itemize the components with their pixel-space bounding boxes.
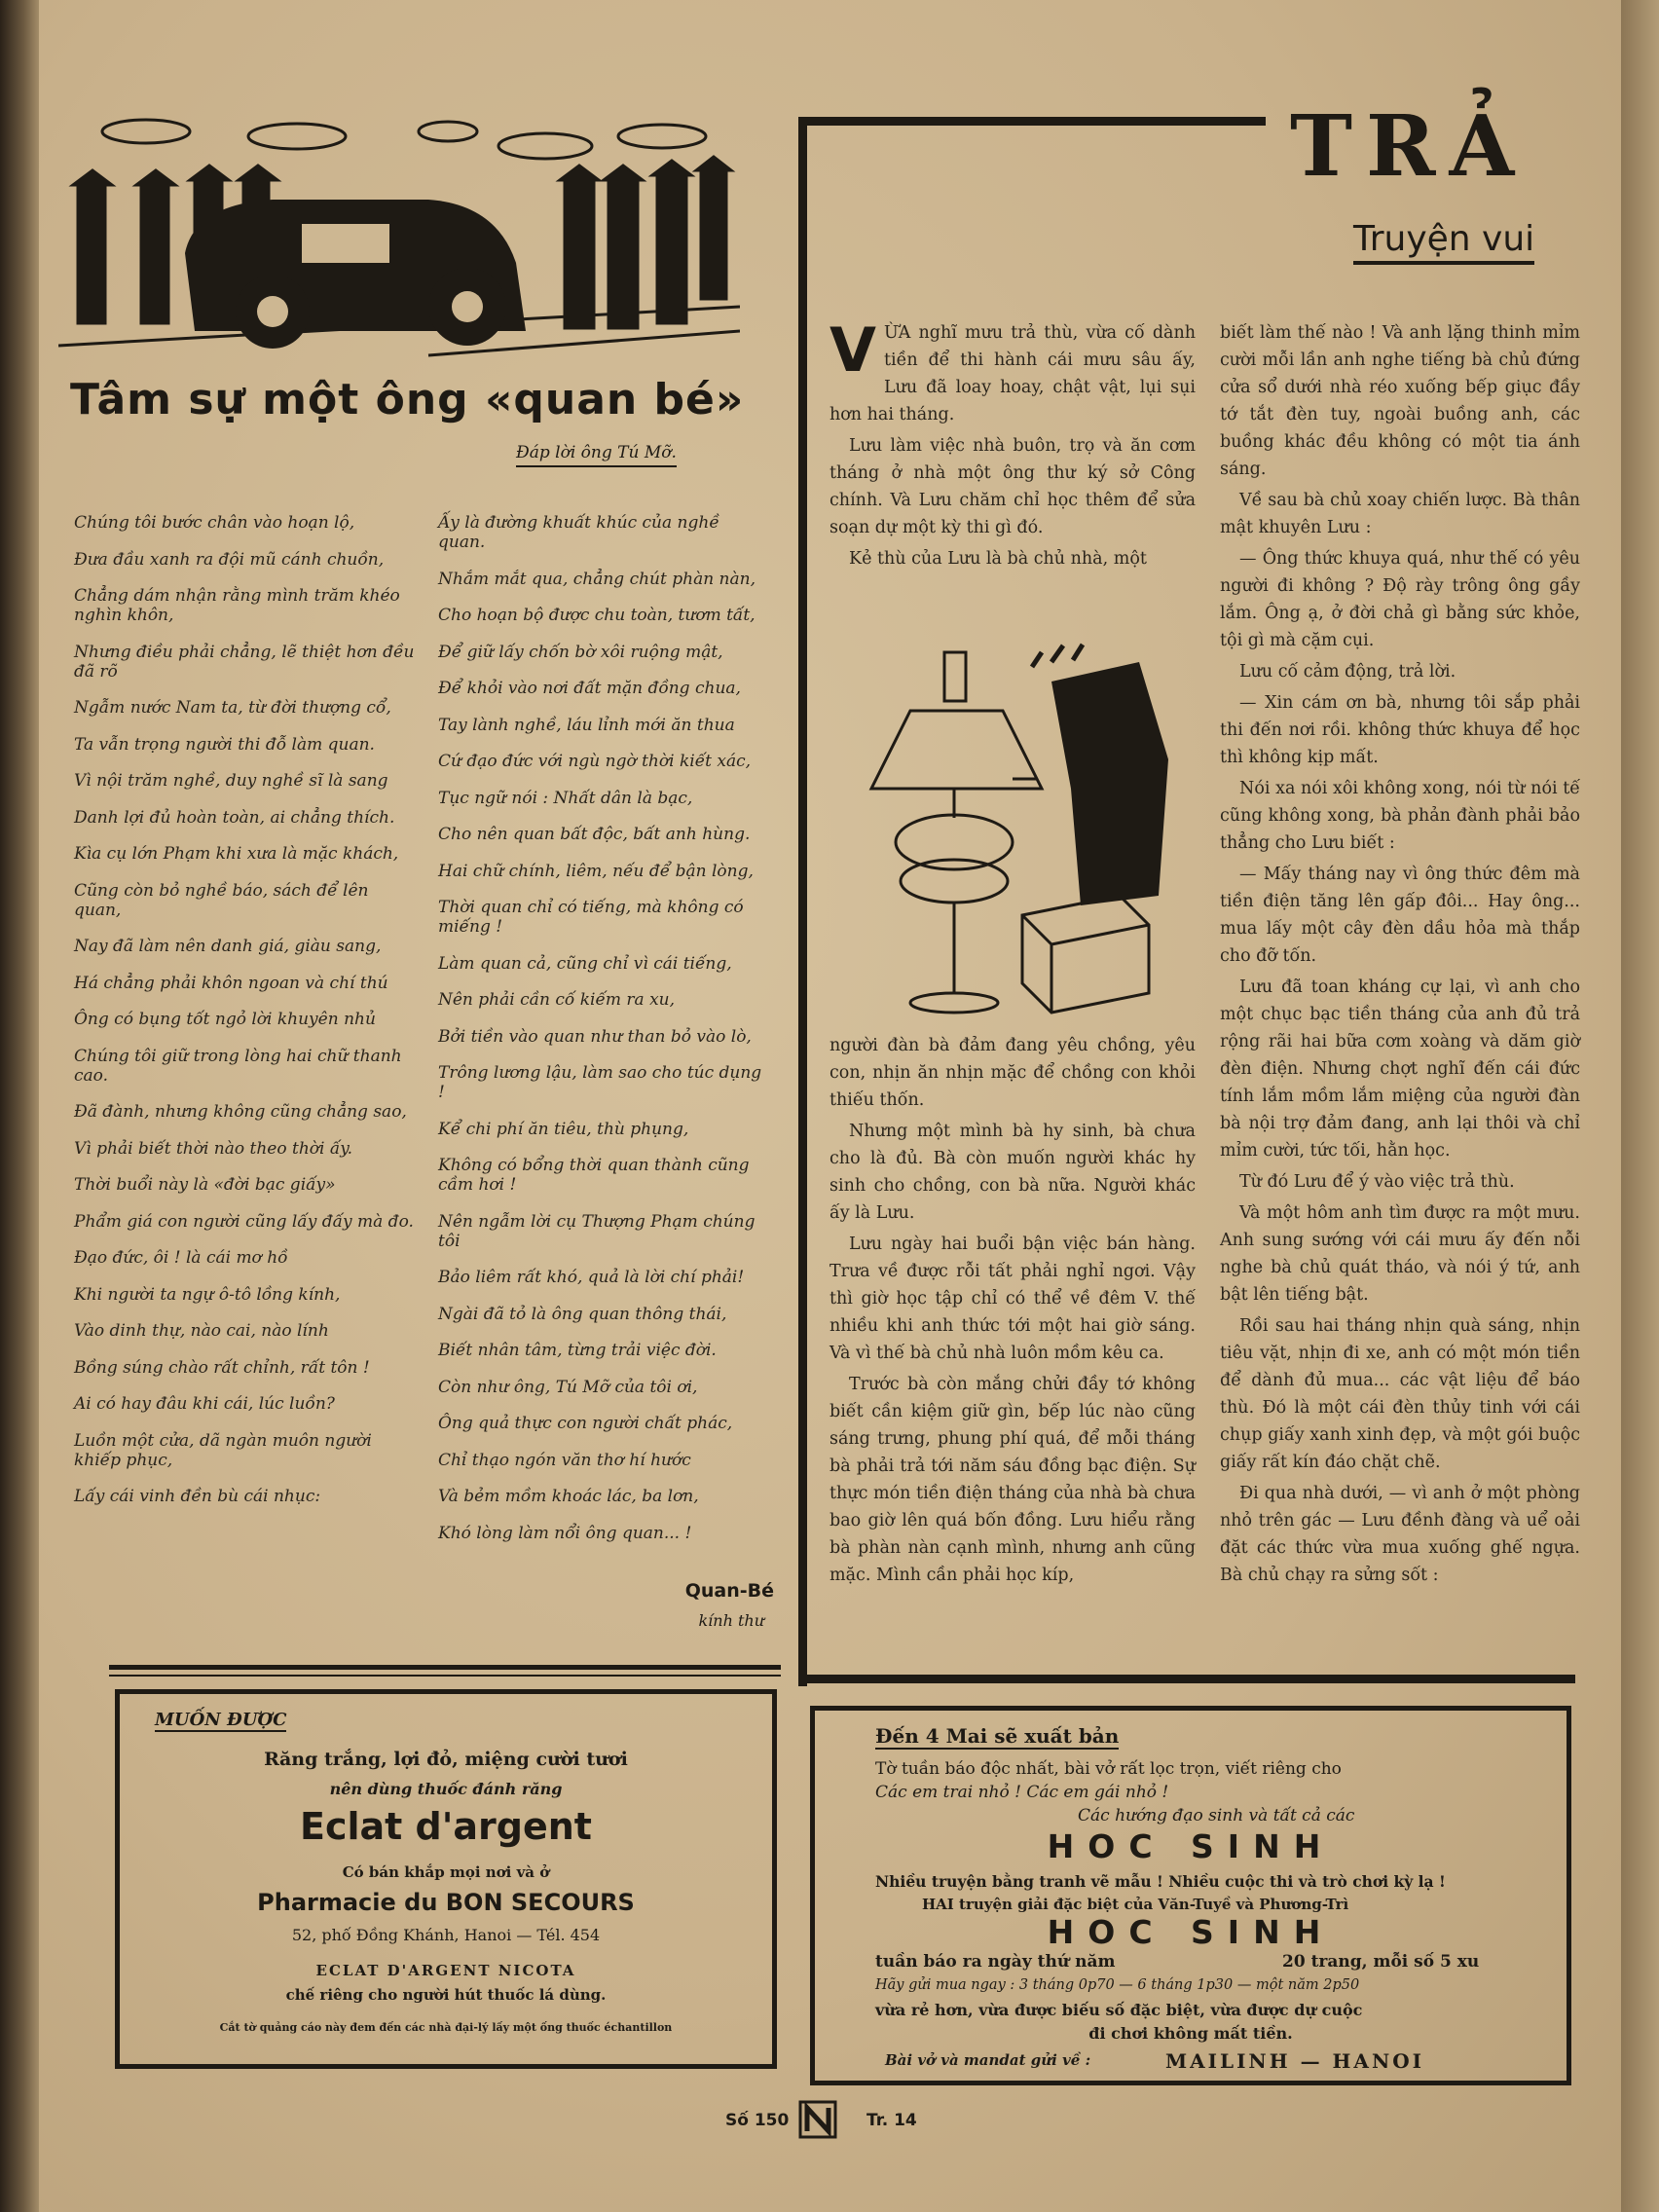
- ad-line: vừa rẻ hơn, vừa được biếu số đặc biệt, vừa được dự cuộc: [875, 2001, 1363, 2019]
- poem-line: Danh lợi đủ hoàn toàn, ai chẳng thích.: [74, 807, 395, 828]
- masthead-logo: [798, 2100, 837, 2139]
- story-paragraph: Kẻ thù của Lưu là bà chủ nhà, một: [849, 549, 1147, 569]
- ngay-nay-logo-icon: [798, 2100, 837, 2139]
- poem-line: Kể chi phí ăn tiêu, thù phụng,: [438, 1119, 689, 1139]
- poem-line: Cứ đạo đức với ngù ngờ thời kiết xác,: [438, 752, 752, 771]
- poem-title: Tâm sự một ông «quan bé»: [70, 375, 745, 424]
- poem-line: Nên phải cần cố kiếm ra xu,: [438, 990, 676, 1010]
- poem-line: Ta vẫn trọng người thi đỗ làm quan.: [74, 734, 375, 755]
- poem-line: Thời quan chỉ có tiếng, mà không có miếng !: [438, 898, 744, 937]
- poem-line: Luồn một cửa, dã ngàn muôn người khiếp phục,: [74, 1430, 372, 1470]
- story-paragraph: Từ đó Lưu để ý vào việc trả thù.: [1239, 1172, 1515, 1192]
- poem-column-2: [438, 513, 769, 1560]
- ad-line: Hãy gửi mua ngay : 3 tháng 0p70 — 6 tháng 1p30 — một năm 2p50: [875, 1977, 1360, 1993]
- story-paragraph: Lưu làm việc nhà buôn, trọ và ăn cơm tháng ở nhà một ông thư ký sở Công chính. Và Lưu chăm chỉ học thêm để sửa soạn dự một kỳ thi gì đó.: [830, 436, 1196, 537]
- story-paragraph: — Mấy tháng nay vì ông thức đêm mà tiền điện tăng lên gấp đôi... Hay ông... mua lấy một cây đèn dầu hỏa mà thắp cho đỡ tốn.: [1220, 865, 1580, 966]
- story-paragraph: Trước bà còn mắng chửi đầy tớ không biết cần kiệm giữ gìn, bếp lúc nào cũng sáng trưng, phung phí quá, để mỗi tháng bà phải trả tới năm sáu đồng bạc điện. Sự thực món tiền điện tháng của nhà bà chưa bao giờ lên quá bốn đồng. Lưu hiểu rằng bà phàn nàn cạnh mình, nhưng anh cũng mặc. Mình cần phải học kíp,: [830, 1375, 1196, 1585]
- separator-rule: [109, 1665, 781, 1670]
- ad-line: Nhiều truyện bằng tranh vẽ mẫu ! Nhiều cuộc thi và trò chơi kỳ lạ !: [875, 1872, 1446, 1891]
- poem-line: Để giữ lấy chốn bờ xôi ruộng mật,: [438, 642, 723, 662]
- story-paragraph: Nói xa nói xôi không xong, nói từ nói tế cũng không xong, bà phản đành phải bảo thẳng cho Lưu biết :: [1220, 779, 1580, 853]
- poem-line: Bảo liêm rất khó, quả là lời chí phải!: [438, 1268, 745, 1287]
- ad-line: Các hướng đạo sinh và tất cả các: [1078, 1806, 1355, 1825]
- poem-signature: Quan-Bé: [684, 1580, 774, 1602]
- poem-line: Ngài đã tỏ là ông quan thông thái,: [438, 1304, 727, 1324]
- story-frame-top: [798, 117, 1266, 126]
- poem-line: Và bẻm mồm khoác lác, ba lơn,: [438, 1487, 699, 1506]
- ad-line: chế riêng cho người hút thuốc lá dùng.: [285, 1986, 607, 2004]
- poem-line: Cũng còn bỏ nghề báo, sách để lên quan,: [74, 880, 369, 920]
- poem-line: Đưa đầu xanh ra đội mũ cánh chuồn,: [74, 549, 385, 570]
- poem-line: Còn như ông, Tú Mỡ của tôi ơi,: [438, 1377, 698, 1397]
- story-title: TRẢ: [1290, 97, 1529, 196]
- ad-heading: Đến 4 Mai sẽ xuất bản: [875, 1724, 1120, 1748]
- ad-address: 52, phố Đồng Khánh, Hanoi — Tél. 454: [291, 1926, 601, 1944]
- poem-line: Khó lòng làm nổi ông quan... !: [438, 1523, 692, 1543]
- story-subtitle: Truyện vui: [1353, 219, 1534, 265]
- poem-line: Phẩm giá con người cũng lấy đấy mà đo.: [74, 1211, 414, 1232]
- ad-line: 20 trang, mỗi số 5 xu: [1282, 1952, 1480, 1972]
- toothpaste-ad: [115, 1689, 777, 2069]
- ad-line: tuần báo ra ngày thứ năm: [875, 1952, 1116, 1972]
- ad-line: Răng trắng, lợi đỏ, miệng cười tươi: [264, 1749, 628, 1770]
- poem-line: Chúng tôi bước chân vào hoạn lộ,: [74, 513, 355, 533]
- story-paragraph: VỪA nghĩ mưu trả thù, vừa cố dành tiền để thi hành cái mưu sâu ấy, Lưu đã loay hoay, chật vật, lụi sụi hơn hai tháng.: [830, 314, 1196, 424]
- poem-line: Đã đành, nhưng không cũng chẳng sao,: [74, 1102, 407, 1122]
- poem-line: Bồng súng chào rất chỉnh, rất tôn !: [74, 1357, 370, 1378]
- ad-line: HAI truyện giải đặc biệt của Văn-Tuyề và Phương-Trì: [922, 1896, 1349, 1913]
- poem-line: Khi người ta ngự ô-tô lồng kính,: [74, 1284, 341, 1305]
- poem-line: Ngẫm nước Nam ta, từ đời thượng cổ,: [74, 698, 391, 718]
- poem-line: Bởi tiền vào quan như than bỏ vào lò,: [438, 1026, 752, 1047]
- procession-drawing: [58, 107, 740, 365]
- issue-number: Số 150: [725, 2111, 790, 2130]
- ad-line: Các em trai nhỏ ! Các em gái nhỏ !: [875, 1783, 1169, 1802]
- ad-line: đi chơi không mất tiền.: [1088, 2024, 1293, 2043]
- story-paragraph: biết làm thế nào ! Và anh lặng thinh mỉm cười mỗi lần anh nghe tiếng bà chủ đứng cửa sổ dưới nhà réo xuống bếp giục đầy tớ tắt đèn tuy, ngoài buồng anh, các buồng khác đều không có một tia ánh sáng.: [1220, 323, 1580, 479]
- poem-line: Lấy cái vinh đền bù cái nhục:: [74, 1487, 321, 1506]
- story-paragraph: — Ông thức khuya quá, như thế có yêu người đi không ? Độ rày trông ông gầy lắm. Ông ạ, ở đời chả gì bằng sức khỏe, tội gì mà cặm cụi.: [1220, 549, 1580, 650]
- story-column-1-top: [830, 314, 1196, 576]
- ad-line: Tờ tuần báo độc nhất, bài vở rất lọc trọn, viết riêng cho: [875, 1759, 1342, 1779]
- poem-line: Cho hoạn bộ được chu toàn, tươm tất,: [438, 606, 756, 625]
- ad-brand-2: ECLAT D'ARGENT NICOTA: [315, 1962, 576, 1979]
- poem-line: Kìa cụ lớn Phạm khi xưa là mặc khách,: [74, 844, 399, 864]
- poem-line: Thời buổi này là «đời bạc giấy»: [74, 1175, 336, 1195]
- procession-illustration: [58, 107, 740, 365]
- ad-publication-name: HOC SINH: [1047, 1827, 1335, 1865]
- lamp-illustration: [857, 643, 1178, 1032]
- ad-line: Cắt tờ quảng cáo này đem đến các nhà đại-lý lấy một ống thuốc échantillon: [219, 2021, 673, 2034]
- poem-line: Ai có hay đâu khi cái, lúc luồn?: [74, 1394, 335, 1414]
- poem-line: Cho nên quan bất độc, bất anh hùng.: [438, 825, 751, 844]
- poem-line: Nên ngẫm lời cụ Thượng Phạm chúng tôi: [438, 1211, 756, 1251]
- story-paragraph: Lưu đã toan kháng cự lại, vì anh cho một chục bạc tiền tháng của anh đủ trả rộng rãi hai bữa cơm xoàng và dăm giờ đèn điện. Nhưng chợt nghĩ đến cái đức tính lắm mồm lắm miệng của người đàn bà nội trợ đảm đang, anh lại thôi và chỉ mỉm cười, tức tối, hằn học.: [1220, 977, 1580, 1161]
- story-paragraph: người đàn bà đảm đang yêu chồng, yêu con, nhịn ăn nhịn mặc để chồng con khỏi thiếu thốn.: [830, 1036, 1196, 1110]
- poem-line: Đạo đức, ôi ! là cái mơ hồ: [74, 1248, 288, 1268]
- story-paragraph: — Xin cám ơn bà, nhưng tôi sắp phải thi đến nơi rồi. không thức khuya để học thì không kịp mất.: [1220, 693, 1580, 767]
- next-page-edge: [1621, 0, 1659, 2212]
- story-frame-bottom: [806, 1675, 1575, 1683]
- poem-column-1: [74, 513, 415, 1524]
- page-number: Tr. 14: [866, 2111, 917, 2130]
- poem-line: Biết nhân tâm, từng trải việc đời.: [438, 1341, 717, 1360]
- poem-line: Vào dinh thự, nào cai, nào lính: [74, 1321, 329, 1341]
- story-paragraph: Lưu ngày hai buổi bận việc bán hàng. Trưa về được rỗi tất phải nghỉ ngơi. Vậy thì giờ học tập chỉ có thể về đêm V. thế nhiều khi anh thức tới một hai giờ sáng. Và vì thế bà chủ nhà luôn mồm kêu ca.: [830, 1235, 1196, 1363]
- story-column-1-bottom: [830, 1032, 1196, 1593]
- story-column-2: [1220, 319, 1580, 1593]
- poem-line: Chẳng dám nhận rằng mình trăm khéo nghìn khôn,: [74, 586, 400, 625]
- poem-line: Nhắm mắt qua, chẳng chút phàn nàn,: [438, 569, 756, 589]
- separator-rule: [109, 1675, 781, 1677]
- poem-line: Há chẳng phải khôn ngoan và chí thú: [74, 973, 388, 993]
- story-paragraph: Đi qua nhà dưới, — vì anh ở một phòng nhỏ trên gác — Lưu đềnh đàng và uể oải đặt các thức vừa mua xuống ghế ngựa. Bà chủ chạy ra sửng sốt :: [1220, 1484, 1580, 1585]
- poem-line: Không có bổng thời quan thành cũng cầm hơi !: [438, 1156, 750, 1195]
- poem-line: Để khỏi vào nơi đất mặn đồng chua,: [438, 679, 741, 698]
- poem-line: Ông quả thực con người chất phác,: [438, 1414, 733, 1433]
- poem-line: Hai chữ chính, liêm, nếu để bận lòng,: [438, 861, 754, 881]
- hoc-sinh-ad: [810, 1706, 1571, 2085]
- poem-line: Vì nội trăm nghề, duy nghề sĩ là sang: [74, 771, 388, 791]
- poem-line: Ấy là đường khuất khúc của nghề quan.: [438, 513, 719, 552]
- poem-line: Ông có bụng tốt ngỏ lời khuyên nhủ: [74, 1010, 376, 1029]
- poem-line: Tục ngữ nói : Nhất dân là bạc,: [438, 788, 693, 808]
- story-paragraph: Rồi sau hai tháng nhịn quà sáng, nhịn tiêu vặt, nhịn đi xe, anh có một món tiền để dành đủ mua... các vật liệu để báo thù. Đó là một cái đèn thủy tinh với cái chụp giấy xanh xinh đẹp, và một gói buộc giấy rất kín đáo chặt chẽ.: [1220, 1316, 1580, 1472]
- poem-line: Vì phải biết thời nào theo thời ấy.: [74, 1138, 353, 1159]
- poem-line: Chỉ thạo ngón văn thơ hí hước: [438, 1450, 691, 1470]
- story-paragraph: Và một hôm anh tìm được ra một mưu. Anh sung sướng với cái mưu ấy đến nỗi nghe bà chủ quát tháo, và nói ý tứ, anh bật lên tiếng bật.: [1220, 1203, 1580, 1305]
- ad-pharmacy: Pharmacie du BON SECOURS: [257, 1889, 635, 1916]
- ad-brand: Eclat d'argent: [300, 1805, 592, 1848]
- ad-line: Có bán khắp mọi nơi và ở: [342, 1863, 550, 1881]
- ad-line: nên dùng thuốc đánh răng: [329, 1780, 563, 1798]
- poem-line: Nay đã làm nên danh giá, giàu sang,: [74, 937, 382, 956]
- ad-line: Bài vở và mandat gửi về :: [885, 2051, 1091, 2069]
- story-paragraph: Nhưng một mình bà hy sinh, bà chưa cho là đủ. Bà còn muốn người khác hy sinh cho chồng, con bà nữa. Người khác ấy là Lưu.: [830, 1122, 1196, 1223]
- ad-kicker: MUỐN ĐƯỢC: [155, 1710, 287, 1730]
- ad-publication-name: HOC SINH: [1047, 1913, 1335, 1951]
- story-paragraph: Lưu cố cảm động, trả lời.: [1239, 662, 1456, 682]
- poem-line: Trông lương lậu, làm sao cho túc dụng !: [438, 1063, 762, 1102]
- ad-address: MAILINH — HANOI: [1165, 2049, 1425, 2073]
- poem-line: Làm quan cả, cũng chỉ vì cái tiếng,: [438, 953, 732, 974]
- book-binding-edge: [0, 0, 39, 2212]
- lamp-drawing: [857, 643, 1178, 1032]
- poem-line: Nhưng điều phải chẳng, lẽ thiệt hơn đều đã rõ: [74, 642, 415, 682]
- poem-signature-note: kính thư: [698, 1611, 764, 1630]
- story-paragraph: Về sau bà chủ xoay chiến lược. Bà thân mật khuyên Lưu :: [1220, 491, 1580, 537]
- story-dropcap: V: [830, 314, 876, 386]
- story-frame-left: [798, 119, 807, 1686]
- poem-subtitle: Đáp lời ông Tú Mỡ.: [516, 443, 677, 467]
- poem-line: Chúng tôi giữ trong lòng hai chữ thanh cao.: [74, 1046, 402, 1086]
- poem-line: Tay lành nghề, láu lỉnh mới ăn thua: [438, 715, 735, 735]
